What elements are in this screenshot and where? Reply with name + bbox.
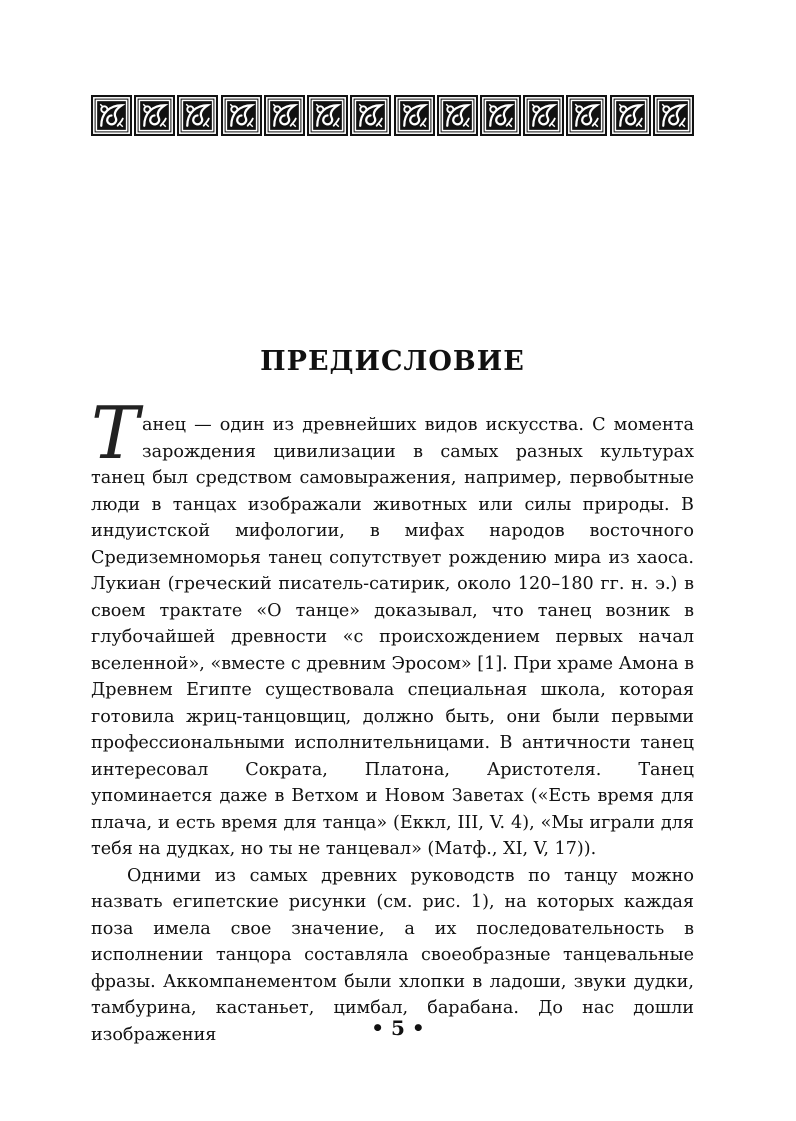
drop-cap: Т bbox=[91, 391, 140, 475]
floral-ornament-icon bbox=[134, 95, 175, 136]
floral-ornament-icon bbox=[264, 95, 305, 136]
floral-ornament-icon bbox=[221, 95, 262, 136]
paragraph-text: анец — один из древнейших видов искусства. С момента зарождения цивилизации в самых разных культурах танец был средством самовыражения, например, первобытные люди в танцах изображали животных или силы природы. В индуистской мифологии, в мифах народов восточного Средиземноморья танец сопутствует рождению мира из хаоса. Лукиан (греческий писатель-сатирик, около 120–180 гг. н. э.) в своем трактате «О танце» доказывал, что танец возник в глубочайшей древности «с происхождением первых начал вселенной», «вместе с древним Эросом» [1]. При храме Амона в Древнем Египте существовала специальная школа, которая готовила жриц-танцовщиц, должно быть, они были первыми профессиональными исполнительницами. В античности танец интересовал Сократа, Платона, Аристотеля. Танец упоминается даже в Ветхом и Новом Заветах («Есть время для плача, и есть время для танца» (Еккл, III, V. 4), «Мы играли для тебя на дудках, но ты не танцевал» (Матф., XI, V, 17)). bbox=[91, 415, 694, 859]
floral-ornament-icon bbox=[653, 95, 694, 136]
ornament-border bbox=[91, 93, 694, 137]
paragraph: Одними из самых древних руководств по танцу можно назвать египетские рисунки (см. рис. 1), на которых каждая поза имела свое значение, а их последовательность в исполнении танцора составляла своеобразные танцевальные фразы. Аккомпанементом были хлопки в ладоши, звуки дудки, тамбурина, кастаньет, цимбал, барабана. До нас дошли изображения bbox=[91, 865, 694, 1045]
body-text bbox=[91, 391, 694, 1048]
paragraph bbox=[91, 391, 694, 863]
floral-ornament-icon bbox=[480, 95, 521, 136]
page-number: • 5 • bbox=[371, 1016, 425, 1040]
floral-ornament-icon bbox=[437, 95, 478, 136]
floral-ornament-icon bbox=[307, 95, 348, 136]
floral-ornament-icon bbox=[523, 95, 564, 136]
floral-ornament-icon bbox=[610, 95, 651, 136]
chapter-title: ПРЕДИСЛОВИЕ bbox=[260, 346, 525, 377]
floral-ornament-icon bbox=[394, 95, 435, 136]
floral-ornament-icon bbox=[350, 95, 391, 136]
floral-ornament-icon bbox=[177, 95, 218, 136]
floral-ornament-icon bbox=[91, 95, 132, 136]
floral-ornament-icon bbox=[566, 95, 607, 136]
